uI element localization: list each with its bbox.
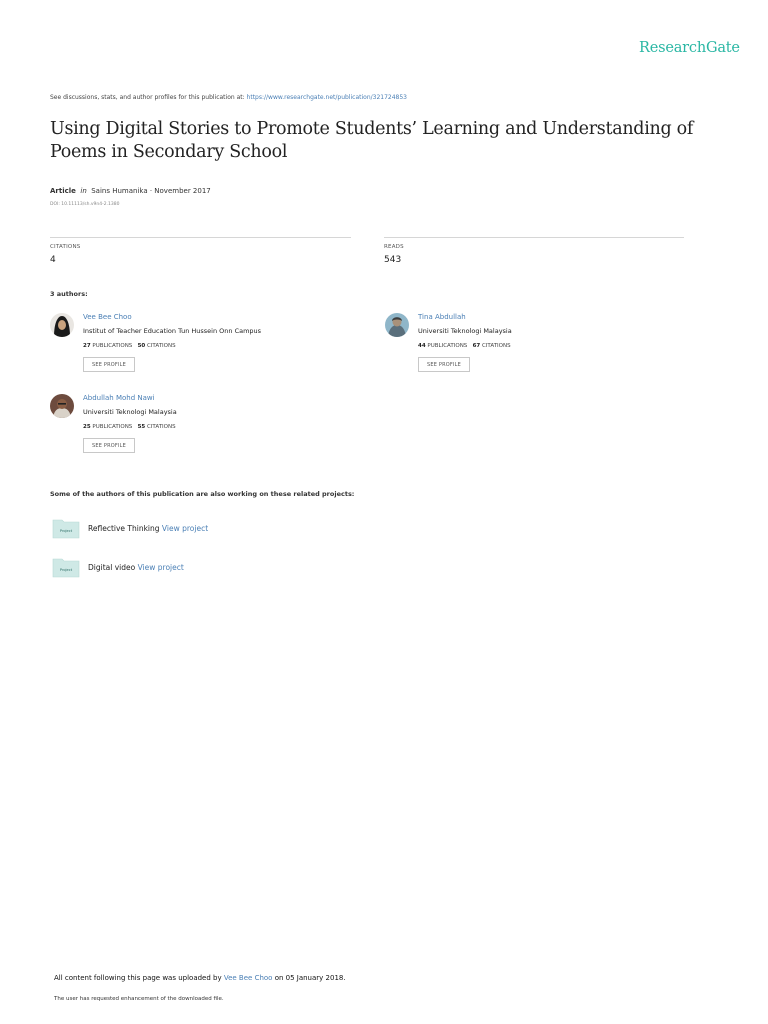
related-projects-heading: Some of the authors of this publication are also working on these related projects: bbox=[50, 490, 355, 498]
publication-in: in bbox=[80, 187, 87, 195]
citations-label: CITATIONS bbox=[50, 244, 81, 250]
citations-label: CITATIONS bbox=[146, 343, 176, 349]
see-profile-button[interactable]: SEE PROFILE bbox=[418, 357, 470, 372]
author-stats bbox=[83, 424, 176, 430]
reads-label: READS bbox=[384, 244, 404, 250]
author-stats bbox=[418, 343, 511, 349]
project-icon-label: Project bbox=[59, 568, 73, 572]
author-name-link[interactable]: Abdullah Mohd Nawi bbox=[83, 394, 155, 402]
upload-suffix: on 05 January 2018. bbox=[272, 974, 346, 982]
reads-divider bbox=[384, 237, 684, 238]
avatar-woman-icon[interactable] bbox=[385, 313, 409, 337]
citation-count: 67 bbox=[472, 343, 481, 349]
author-institution: Institut of Teacher Education Tun Hussein Onn Campus bbox=[83, 327, 262, 335]
author-name-link[interactable]: Vee Bee Choo bbox=[83, 313, 132, 321]
project-icon-label: Project bbox=[59, 529, 73, 533]
publication-count: 25 bbox=[83, 424, 91, 430]
view-project-link[interactable]: View project bbox=[161, 524, 209, 533]
citations-divider bbox=[50, 237, 351, 238]
citation-count: 50 bbox=[137, 343, 146, 349]
project-folder-icon bbox=[52, 517, 80, 539]
avatar-man-icon[interactable] bbox=[50, 394, 74, 418]
doi-text: DOI: 10.11113/sh.v9n4-2.1380 bbox=[50, 202, 120, 207]
discussion-prefix: See discussions, stats, and author profiles for this publication at: bbox=[50, 94, 247, 101]
enhancement-note: The user has requested enhancement of the downloaded file. bbox=[54, 996, 224, 1002]
journal-date: Sains Humanika · November 2017 bbox=[91, 187, 211, 195]
citations-label: CITATIONS bbox=[481, 343, 511, 349]
publication-count: 44 bbox=[418, 343, 426, 349]
upload-note bbox=[54, 974, 346, 982]
uploader-link[interactable]: Vee Bee Choo bbox=[223, 974, 273, 982]
upload-prefix: All content following this page was uploaded by bbox=[54, 974, 224, 982]
publication-type: Article bbox=[50, 187, 76, 195]
citations-value: 4 bbox=[50, 255, 56, 265]
discussion-line bbox=[50, 94, 407, 101]
citations-label: CITATIONS bbox=[146, 424, 176, 430]
author-name-link[interactable]: Tina Abdullah bbox=[418, 313, 466, 321]
publications-label: PUBLICATIONS bbox=[92, 424, 133, 430]
citation-count: 55 bbox=[137, 424, 146, 430]
publications-label: PUBLICATIONS bbox=[427, 343, 468, 349]
authors-heading: 3 authors: bbox=[50, 290, 88, 298]
publication-title: Using Digital Stories to Promote Students’ Learning and Understanding of Poems in Secondary School bbox=[50, 119, 694, 162]
project-folder-icon bbox=[52, 556, 80, 578]
project-text bbox=[88, 524, 208, 533]
avatar-woman-hijab-icon[interactable] bbox=[50, 313, 74, 337]
project-name: Digital video bbox=[88, 563, 136, 572]
publication-meta bbox=[50, 187, 211, 195]
publications-label: PUBLICATIONS bbox=[92, 343, 133, 349]
author-institution: Universiti Teknologi Malaysia bbox=[83, 408, 177, 416]
project-text bbox=[88, 563, 184, 572]
publication-count: 27 bbox=[83, 343, 91, 349]
see-profile-button[interactable]: SEE PROFILE bbox=[83, 438, 135, 453]
author-institution: Universiti Teknologi Malaysia bbox=[418, 327, 512, 335]
see-profile-button[interactable]: SEE PROFILE bbox=[83, 357, 135, 372]
project-name: Reflective Thinking bbox=[88, 524, 160, 533]
researchgate-logo[interactable]: ResearchGate bbox=[639, 40, 740, 56]
view-project-link[interactable]: View project bbox=[137, 563, 184, 572]
author-stats bbox=[83, 343, 176, 349]
publication-url-link[interactable]: https://www.researchgate.net/publication/321724853 bbox=[246, 94, 407, 101]
reads-value: 543 bbox=[384, 255, 402, 265]
